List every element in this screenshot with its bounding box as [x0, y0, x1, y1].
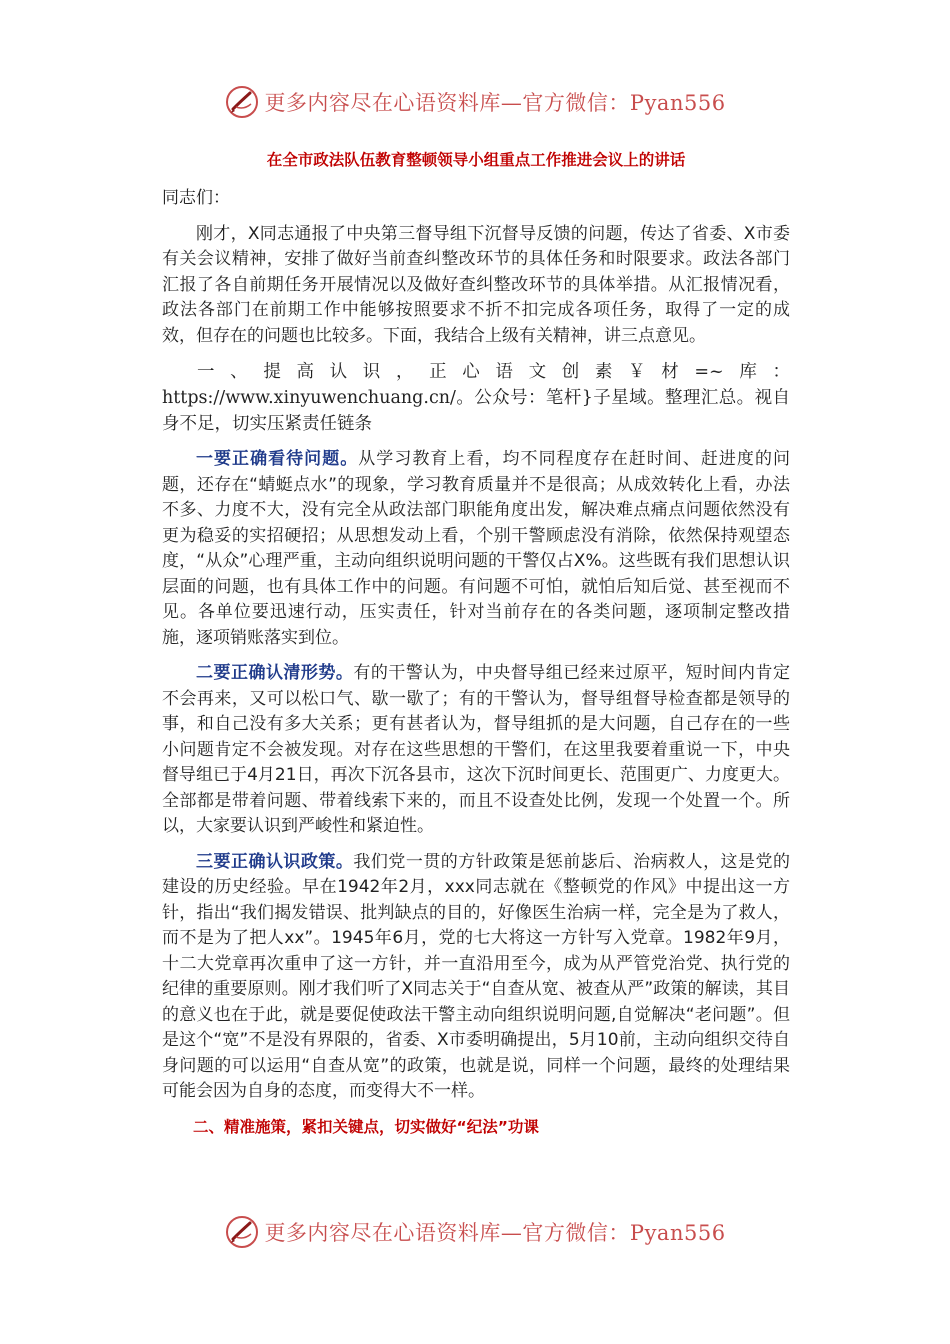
paragraph-1-body: 从学习教育上看，均不同程度存在赶时间、赶进度的问题，还存在“蜻蜓点水”的现象，学习教育质量并不是很高；从成效转化上看，办法不多、力度不大，没有完全从政法部门职能角度出发，解决难点痛点问题依然没有更为稳妥的实招硬招；从思想发动上看，个别干警顾虑没有消除，依然保持观望态度，“从众”心理严重，主动向组织说明问题的干警仅占X%。这些既有我们思想认识层面的问题，也有具体工作中的问题。有问题不可怕，就怕后知后觉、甚至视而不见。各单位要迅速行动，压实责任，针对当前存在的各类问题，逐项制定整改措施，逐项销账落实到位。 [162, 449, 790, 648]
paragraph-2 [162, 661, 790, 840]
pen-circle-logo-icon [224, 1214, 260, 1250]
paragraph-3-lead: 三要正确认识政策。 [196, 851, 354, 872]
paragraph-1-lead: 一要正确看待问题。 [196, 449, 359, 469]
watermark-text: 更多内容尽在心语资料库—官方微信：Pyan556 [264, 1221, 726, 1245]
paragraph-3-body: 我们党一贯的方针政策是惩前毖后、治病救人，这是党的建设的历史经验。早在1942年2月，xxx同志就在《整顿党的作风》中提出这一方针，指出“我们揭发错误、批判缺点的目的，好像医生治病一样，完全是为了救人，而不是为了把人xx”。1945年6月，党的七大将这一方针写入党章。1982年9月，十二大党章再次重申了这一方针，并一直沿用至今，成为从严管党治党、执行党的纪律的重要原则。刚才我们听了X同志关于“自查从宽、被查从严”政策的解读，其目的意义也在于此，就是要促使政法干警主动向组织说明问题,自觉解决“老问题”。但是这个“宽”不是没有界限的，省委、X市委明确提出，5月10前，主动向组织交待自身问题的可以运用“自查从宽”的政策，也就是说，同样一个问题，最终的处理结果可能会因为自身的态度，而变得大不一样。 [162, 851, 791, 1101]
pen-circle-logo-icon [224, 84, 260, 120]
watermark-text: 更多内容尽在心语资料库—官方微信：Pyan556 [264, 91, 726, 115]
watermark-banner-bottom [0, 1212, 950, 1252]
paragraph-2-lead: 二要正确认清形势。 [196, 663, 354, 683]
paragraph-1 [162, 447, 790, 651]
greeting: 同志们： [162, 188, 230, 208]
section-2-heading: 二、精准施策，紧扣关键点，切实做好“纪法”功课 [193, 1117, 539, 1136]
paragraph-3 [162, 850, 790, 1105]
watermark-banner-top [0, 82, 950, 122]
section-1-heading: 一、提高认识，正心语文创素￥材=~库：https://www.xinyuwenchuang.cn/。公众号：笔杆}子星域。整理汇总。视自身不足，切实压紧责任链条 [162, 362, 790, 434]
document-title: 在全市政法队伍教育整顿领导小组重点工作推进会议上的讲话 [266, 151, 686, 169]
intro-paragraph: 刚才，X同志通报了中央第三督导组下沉督导反馈的问题，传达了省委、X市委有关会议精神，安排了做好当前查纠整改环节的具体任务和时限要求。政法各部门汇报了各自前期任务开展情况以及做好查纠整改环节的具体举措。从汇报情况看，政法各部门在前期工作中能够按照要求不折不扣完成各项任务，取得了一定的成效，但存在的问题也比较多。下面，我结合上级有关精神，讲三点意见。 [162, 223, 790, 346]
paragraph-2-body: 有的干警认为，中央督导组已经来过原平，短时间内肯定不会再来，又可以松口气、歇一歇了；有的干警认为，督导组督导检查都是领导的事，和自己没有多大关系；更有甚者认为，督导组抓的是大问题，自己存在的一些小问题肯定不会被发现。对存在这些思想的干警们，在这里我要着重说一下，中央督导组已于4月21日，再次下沉各县市，这次下沉时间更长、范围更广、力度更大。全部都是带着问题、带着线索下来的，而且不设查处比例，发现一个处置一个。所以，大家要认识到严峻性和紧迫性。 [162, 663, 791, 836]
document-body [162, 140, 790, 1150]
